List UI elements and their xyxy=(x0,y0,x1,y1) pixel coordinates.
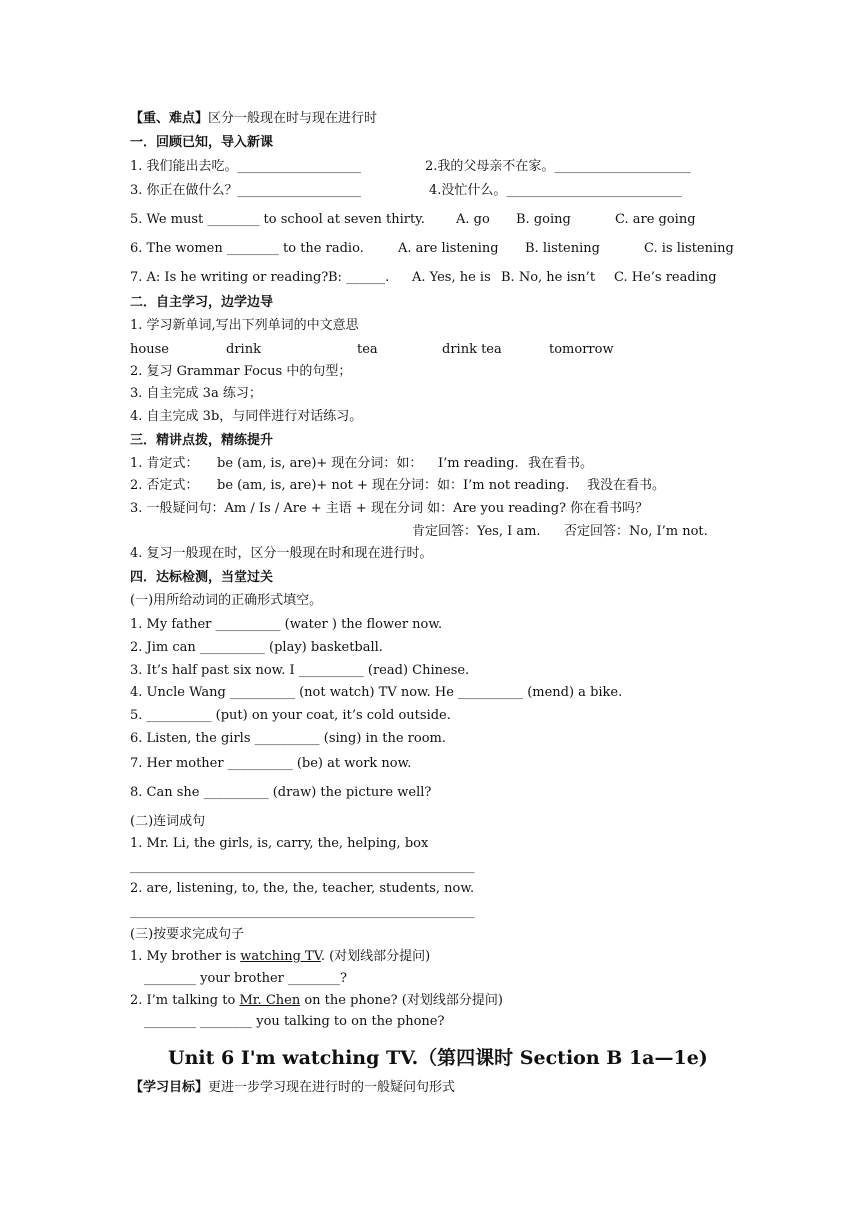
recall-item-3: 3. 你正在做什么？___________________ xyxy=(130,183,362,198)
grammar-point-4: 4. 复习一般现在时，区分一般现在时和现在进行时。 xyxy=(130,546,433,561)
grammar-point-2-translation: 我没在看书。 xyxy=(587,478,666,493)
underlined-phrase: watching TV xyxy=(240,949,321,964)
study-item-2: 2. 复习 Grammar Focus 中的句型； xyxy=(130,364,352,379)
word-list xyxy=(130,342,614,358)
question-7-option-a: A. Yes, he is xyxy=(412,270,491,285)
grammar-point-2 xyxy=(130,478,666,494)
grammar-point-1 xyxy=(130,456,594,472)
section-2-title: 二．自主学习，边学边导 xyxy=(130,295,274,310)
study-item-4: 4. 自主完成 3b，与同伴进行对话练习。 xyxy=(130,409,363,424)
exercise-b-1-answer-line: _____________________________________________________ xyxy=(130,859,475,874)
grammar-point-2-rule: be (am, is, are)+ not + 现在分词：如：I’m not reading. xyxy=(217,478,570,493)
word: tomorrow xyxy=(549,342,614,357)
exercise-b-1: 1. Mr. Li, the girls, is, carry, the, helping, box xyxy=(130,836,429,851)
recall-row-1 xyxy=(130,159,691,175)
question-6-option-c: C. is listening xyxy=(644,241,734,256)
study-item-1: 1. 学习新单词,写出下列单词的中文意思 xyxy=(130,318,359,333)
exercise-c-2-prefix: 2. I’m talking to xyxy=(130,993,240,1008)
grammar-point-2-label: 2. 否定式： xyxy=(130,478,199,493)
word: drink tea xyxy=(442,342,502,357)
grammar-point-1-label: 1. 肯定式： xyxy=(130,456,199,471)
grammar-point-3: 3. 一般疑问句：Am / Is / Are + 主语 + 现在分词 如：Are you reading? 你在看书吗？ xyxy=(130,501,649,516)
exercise-c-1-answer: ________ your brother ________? xyxy=(144,971,347,986)
question-5-option-a: A. go xyxy=(456,212,490,227)
exercise-c-2 xyxy=(130,993,503,1009)
recall-item-1: 1. 我们能出去吃。___________________ xyxy=(130,159,362,174)
exercise-a-4: 4. Uncle Wang __________ (not watch) TV now. He __________ (mend) a bike. xyxy=(130,685,623,700)
question-6 xyxy=(130,241,734,257)
section-1-title: 一．回顾已知，导入新课 xyxy=(130,135,274,150)
section-4-title: 四．达标检测，当堂过关 xyxy=(130,570,274,585)
goal-line xyxy=(130,1080,455,1096)
exercise-c-1 xyxy=(130,949,430,965)
question-6-option-a: A. are listening xyxy=(398,241,499,256)
question-5-text: 5. We must ________ to school at seven thirty. xyxy=(130,212,425,227)
grammar-point-1-example: I’m reading. xyxy=(438,456,519,471)
question-6-text: 6. The women ________ to the radio. xyxy=(130,241,364,256)
exercise-a-2: 2. Jim can __________ (play) basketball. xyxy=(130,640,383,655)
exercise-c-1-prefix: 1. My brother is xyxy=(130,949,241,964)
positive-answer: 肯定回答：Yes, I am. xyxy=(412,524,541,539)
question-5-option-b: B. going xyxy=(516,212,571,227)
exercise-c-2-suffix: on the phone? (对划线部分提问) xyxy=(300,993,503,1008)
focus-label: 【重、难点】 xyxy=(130,111,209,126)
recall-row-2 xyxy=(130,183,682,199)
recall-item-2: 2.我的父母亲不在家。_____________________ xyxy=(425,159,691,174)
part-a-title: (一)用所给动词的正确形式填空。 xyxy=(130,593,323,608)
word: house xyxy=(130,342,169,357)
focus-line xyxy=(130,111,377,127)
exercise-b-2-answer-line: _____________________________________________________ xyxy=(130,904,475,919)
question-5 xyxy=(130,212,696,228)
part-c-title: (三)按要求完成句子 xyxy=(130,927,245,942)
exercise-a-3: 3. It’s half past six now. I __________ (read) Chinese. xyxy=(130,663,470,678)
part-b-title: (二)连词成句 xyxy=(130,814,206,829)
exercise-a-6: 6. Listen, the girls __________ (sing) in the room. xyxy=(130,731,446,746)
recall-item-4: 4.没忙什么。___________________________ xyxy=(429,183,682,198)
exercise-c-2-answer: ________ ________ you talking to on the phone? xyxy=(144,1014,445,1029)
question-7-blank: B: ______. xyxy=(328,270,390,285)
word: drink xyxy=(226,342,261,357)
study-item-3: 3. 自主完成 3a 练习； xyxy=(130,386,262,401)
exercise-a-1: 1. My father __________ (water ) the flower now. xyxy=(130,617,443,632)
exercise-b-2: 2. are, listening, to, the, the, teacher, students, now. xyxy=(130,881,475,896)
question-7-option-b: B. No, he isn’t xyxy=(501,270,596,285)
question-7-option-c: C. He’s reading xyxy=(614,270,717,285)
question-6-option-b: B. listening xyxy=(525,241,600,256)
exercise-a-8: 8. Can she __________ (draw) the picture well? xyxy=(130,785,432,800)
exercise-c-1-suffix: . (对划线部分提问) xyxy=(320,949,431,964)
focus-text: 区分一般现在时与现在进行时 xyxy=(208,111,378,126)
unit-title: Unit 6 I'm watching TV.（第四课时 Section B 1a—1e) xyxy=(168,1047,708,1069)
underlined-phrase: Mr. Chen xyxy=(239,993,301,1008)
grammar-point-1-translation: 我在看书。 xyxy=(528,456,594,471)
goal-label: 【学习目标】 xyxy=(130,1080,209,1095)
goal-text: 更进一步学习现在进行时的一般疑问句形式 xyxy=(208,1080,456,1095)
question-7 xyxy=(130,270,717,286)
negative-answer: 否定回答：No, I’m not. xyxy=(564,524,708,539)
question-5-option-c: C. are going xyxy=(615,212,696,227)
section-3-title: 三．精讲点拨，精练提升 xyxy=(130,433,274,448)
exercise-a-7: 7. Her mother __________ (be) at work now. xyxy=(130,756,412,771)
question-7-text: 7. A: Is he writing or reading? xyxy=(130,270,329,285)
exercise-a-5: 5. __________ (put) on your coat, it’s cold outside. xyxy=(130,708,451,723)
grammar-point-1-rule: be (am, is, are)+ 现在分词：如： xyxy=(217,456,423,471)
word: tea xyxy=(357,342,378,357)
